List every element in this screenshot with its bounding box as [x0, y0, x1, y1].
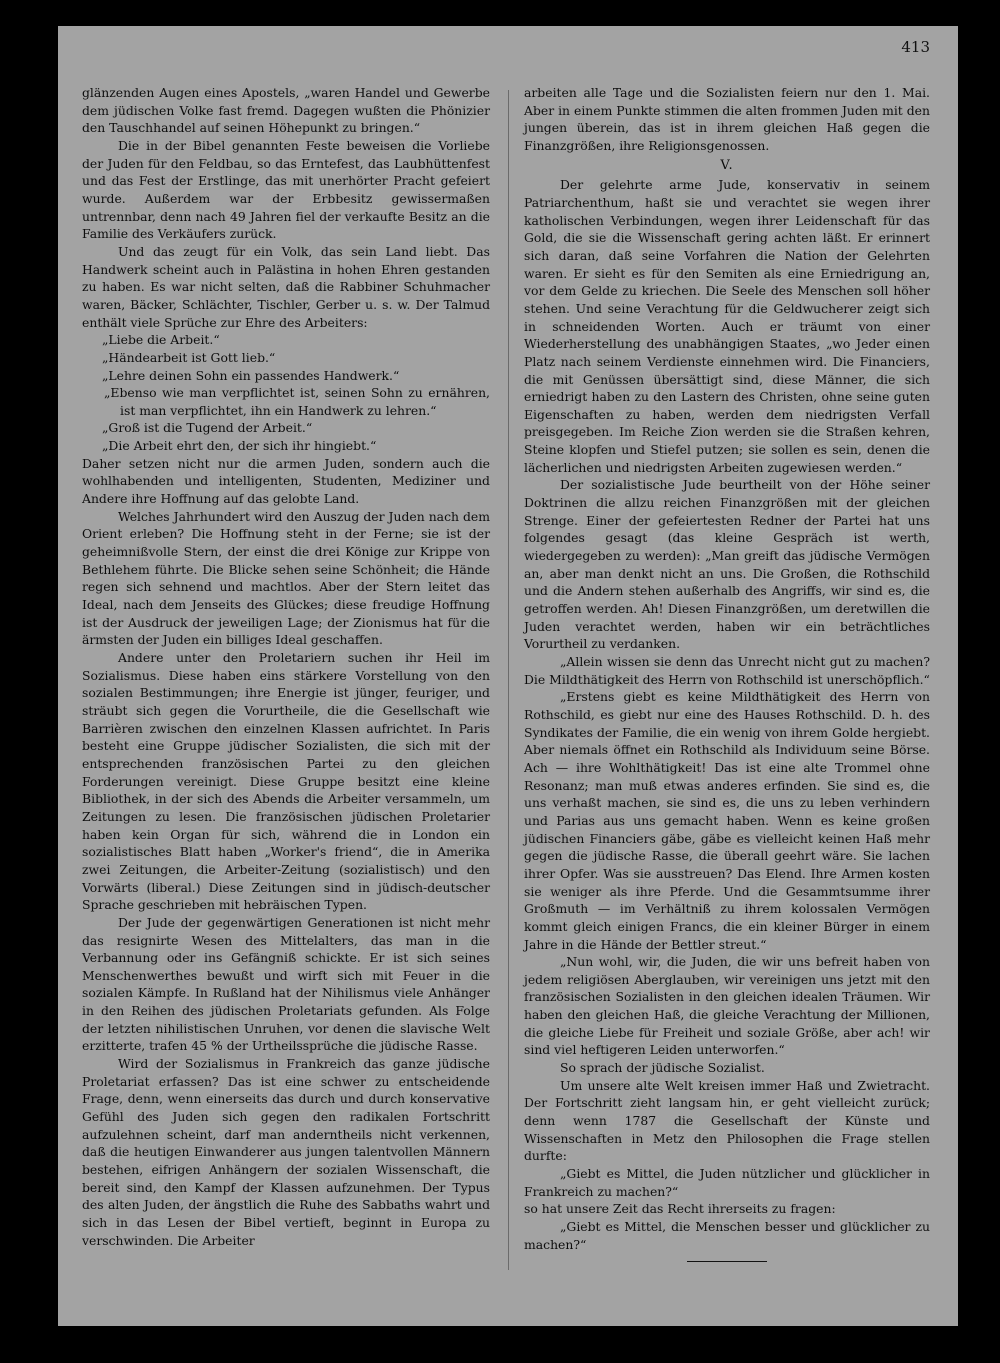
paragraph: Welches Jahrhundert wird den Auszug der Juden nach dem Orient erleben? Die Hoffnung steht in der Ferne; sie ist der geheimnißvolle Stern, der einst die drei Könige zur Krippe von Bethlehem führte. Die Blicke sehen seine Schönheit; die Hände regen sich sehnend und machtlos. Aber der Stern leitet das Ideal, nach dem Jenseits des Glückes; diese freudige Hoffnung ist der Ausdruck der jeweiligen Lage; der Zionismus hat für die ärmsten der Juden ein billiges Ideal geschaffen.	[82, 508, 490, 648]
paragraph: Die in der Bibel genannten Feste beweisen die Vorliebe der Juden für den Feldbau, so das Erntefest, das Laubhüttenfest und das Fest der Erstlinge, das mit unerhörter Pracht gefeiert wurde. Außerdem war der Erbbesitz gewissermaßen untrennbar, denn nach 49 Jahren fiel der verkaufte Besitz an die Familie des Verkäufers zurück.	[82, 137, 490, 242]
paragraph: glänzenden Augen eines Apostels, „waren Handel und Gewerbe dem jüdischen Volke fast fremd. Dagegen wußten die Phönizier den Tauschhandel auf seinen Höhepunkt zu bringen.“	[82, 85, 490, 136]
paragraph: „Groß ist die Tugend der Arbeit.“	[102, 420, 313, 436]
paragraph: Daher setzen nicht nur die armen Juden, sondern auch die wohlhabenden und intelligenten, Studenten, Mediziner und Andere ihre Hoffnung auf das gelobte Land.	[82, 455, 490, 507]
section-heading: V.	[720, 157, 734, 173]
paragraph: Wird der Sozialismus in Frankreich das ganze jüdische Proletariat erfassen? Das ist eine schwer zu entscheidende Frage, denn, wenn einerseits das durch und durch konservative Gefühl des Juden sich gegen den radikalen Fortschritt aufzulehnen scheint, darf man anderntheils nicht verkennen, daß die heutigen Einwanderer aus jungen talentvollen Männern bestehen, eifrigen Anhängern der sozialen Wissenschaft, die bereit sind, den Kampf der Klassen aufzunehmen. Der Typus des alten Juden, der ängstlich die Ruhe des Sabbaths wahrt und sich in das Lesen der Bibel vertieft, beginnt in Europa zu verschwinden. Die Arbeiter	[82, 1056, 490, 1248]
paragraph: So sprach der jüdische Sozialist.	[560, 1060, 765, 1076]
paragraph: „Ebenso wie man verpflichtet ist, seinen Sohn zu ernähren, ist man verpflichtet, ihn ein Handwerk zu lehren.“	[104, 385, 490, 418]
page-number: 413	[901, 38, 930, 56]
end-rule	[687, 1261, 767, 1262]
paragraph: „Erstens giebt es keine Mildthätigkeit des Herrn von Rothschild, es giebt nur eine des Hauses Rothschild. D. h. des Syndikates der Familie, die ein wenig von ihrem Golde hergiebt. Aber niemals öffnet ein Rothschild als Individuum seine Börse. Ach — ihre Wohlthätigkeit! Das ist eine alte Trommel ohne Resonanz; man muß etwas anderes erfinden. Sie sind es, die uns verhaßt machen, sie sind es, die uns zu leben verhindern und Parias aus uns gemacht haben. Wenn es keine großen jüdischen Financiers gäbe, gäbe es vielleicht keinen Haß mehr gegen die jüdische Rasse, die überall geehrt wäre. Sie lachen ihrer Opfer. Was sie ausstreuen? Das Elend. Ihre Armen kosten sie weniger als ihre Pferde. Und die Gesammtsumme ihrer Großmuth — im Verhältniß zu ihrem kolossalen Vermögen kommt gleich einigen Francs, die ein kleiner Bürger in einem Jahre in die Hände der Bettler streut.“	[524, 689, 930, 952]
paragraph: arbeiten alle Tage und die Sozialisten feiern nur den 1. Mai. Aber in einem Punkte stimmen die alten frommen Juden mit den jungen überein, das ist in ihrem gleichen Haß gegen die Finanzgrößen, ihre Religionsgenossen.	[524, 85, 930, 153]
paragraph: „Nun wohl, wir, die Juden, die wir uns befreit haben von jedem religiösen Aberglauben, wir vereinigen uns jetzt mit den französischen Sozialisten in den gleichen idealen Träumen. Wir haben den gleichen Haß, die gleiche Verachtung der Millionen, die gleiche Liebe für Freiheit und soziale Größe, aber ach! wir sind viel heftigeren Leiden unterworfen.“	[524, 954, 930, 1058]
paragraph: Der Jude der gegenwärtigen Generationen ist nicht mehr das resignirte Wesen des Mittelalters, das man in die Verbannung oder ins Gefängniß schickte. Er ist sich seines Menschenwerthes bewußt und wirft sich mit Feuer in die sozialen Kämpfe. In Rußland hat der Nihilismus viele Anhänger in den Reihen des jüdischen Proletariats gefunden. Als Folge der letzten nihilistischen Unruhen, vor denen die slavische Welt erzitterte, trafen 45 % der Urtheilssprüche die jüdische Rasse.	[82, 914, 490, 1054]
paragraph: „Giebt es Mittel, die Menschen besser und glücklicher zu machen?“	[524, 1219, 930, 1252]
paragraph: „Allein wissen sie denn das Unrecht nicht gut zu machen? Die Mildthätigkeit des Herrn von Rothschild ist unerschöpflich.“	[524, 654, 930, 687]
left-column	[82, 84, 490, 1249]
paragraph: „Lehre deinen Sohn ein passendes Handwerk.“	[102, 367, 400, 383]
paragraph: „Liebe die Arbeit.“	[102, 332, 220, 348]
right-column	[524, 84, 930, 1262]
paragraph: Der gelehrte arme Jude, konservativ in seinem Patriarchenthum, haßt sie und verachtet sie wegen ihrer katholischen Verbindungen, wegen ihrer Leidenschaft für das Gold, die sie die Wissenschaft gering achten läßt. Er erinnert sich daran, daß seine Vorfahren die Nation der Gelehrten waren. Er sieht es für den Semiten als eine Erniedrigung an, vor dem Gelde zu kriechen. Die Seele des Menschen soll höher stehen. Und seine Verachtung für die Geldwucherer zeigt sich in schneidenden Worten. Auch er träumt von einer Wiederherstellung des unabhängigen Staates, „wo Jeder einen Platz nach seinem Verdienste einnehmen wird. Die Financiers, die mit Genüssen übersättigt sind, diese Männer, die sich erniedrigt haben zu den Lastern des Christen, ohne seine guten Eigenschaften zu haben, werden dem niedrigsten Verfall preisgegeben. Im Reiche Zion werden sie die Straßen kehren, Steine klopfen und Stiefel putzen; sie sollen es sein, denen die lächerlichen und niedrigsten Arbeiten zugewiesen werden.“	[524, 177, 930, 475]
paragraph: „Die Arbeit ehrt den, der sich ihr hingiebt.“	[102, 438, 377, 454]
paragraph: „Giebt es Mittel, die Juden nützlicher und glücklicher in Frankreich zu machen?“	[524, 1166, 930, 1199]
paragraph: so hat unsere Zeit das Recht ihrerseits zu fragen:	[524, 1201, 836, 1217]
right-column-top	[524, 84, 930, 155]
paragraph: Andere unter den Proletariern suchen ihr Heil im Sozialismus. Diese haben eins stärkere Vorstellung von den sozialen Bestimmungen; ihre Energie ist jünger, feuriger, und sträubt sich gegen die Vorurtheile, die die Gesellschaft wie Barrièren zwischen den einzelnen Klassen aufrichtet. In Paris besteht eine Gruppe jüdischer Sozialisten, die sich mit der entsprechenden französischen Partei zu den gleichen Forderungen vereinigt. Diese Gruppe besitzt eine kleine Bibliothek, in der sich des Abends die Arbeiter versammeln, um Zeitungen zu lesen. Die französischen jüdischen Proletarier haben kein Organ für sich, während die in London ein sozialistisches Blatt haben „Worker's friend“, die in Amerika zwei Zeitungen, die Arbeiter-Zeitung (sozialistisch) und den Vorwärts (liberal.) Diese Zeitungen sind in jüdisch-deutscher Sprache geschrieben mit hebräischen Typen.	[82, 650, 490, 913]
column-divider	[508, 90, 509, 1270]
right-column-body	[524, 176, 930, 1253]
paragraph: Und das zeugt für ein Volk, das sein Land liebt. Das Handwerk scheint auch in Palästina in hohen Ehren gestanden zu haben. Es war nicht selten, daß die Rabbiner Schuhmacher waren, Bäcker, Schlächter, Tischler, Gerber u. s. w. Der Talmud enthält viele Sprüche zur Ehre des Arbeiters:	[82, 243, 490, 330]
paragraph: Um unsere alte Welt kreisen immer Haß und Zwietracht. Der Fortschritt zieht langsam hin, er geht vielleicht zurück; denn wenn 1787 die Gesellschaft der Künste und Wissenschaften in Metz den Philosophen die Frage stellen durfte:	[524, 1077, 930, 1164]
paragraph: „Händearbeit ist Gott lieb.“	[102, 349, 276, 365]
paragraph: Der sozialistische Jude beurtheilt von der Höhe seiner Doktrinen die allzu reichen Finanzgrößen mit der gleichen Strenge. Einer der gefeiertesten Redner der Partei hat uns folgendes gesagt (das kleine Gespräch ist werth, wiedergegeben zu werden): „Man greift das jüdische Vermögen an, aber man denkt nicht an uns. Die Großen, die Rothschild und die Andern stehen außerhalb des Angriffs, wir sind es, die getroffen werden. Ah! Diesen Finanzgrößen, um deretwillen die Juden verachtet werden, haben wir ein beträchtliches Vorurtheil zu verdanken.	[524, 477, 930, 652]
